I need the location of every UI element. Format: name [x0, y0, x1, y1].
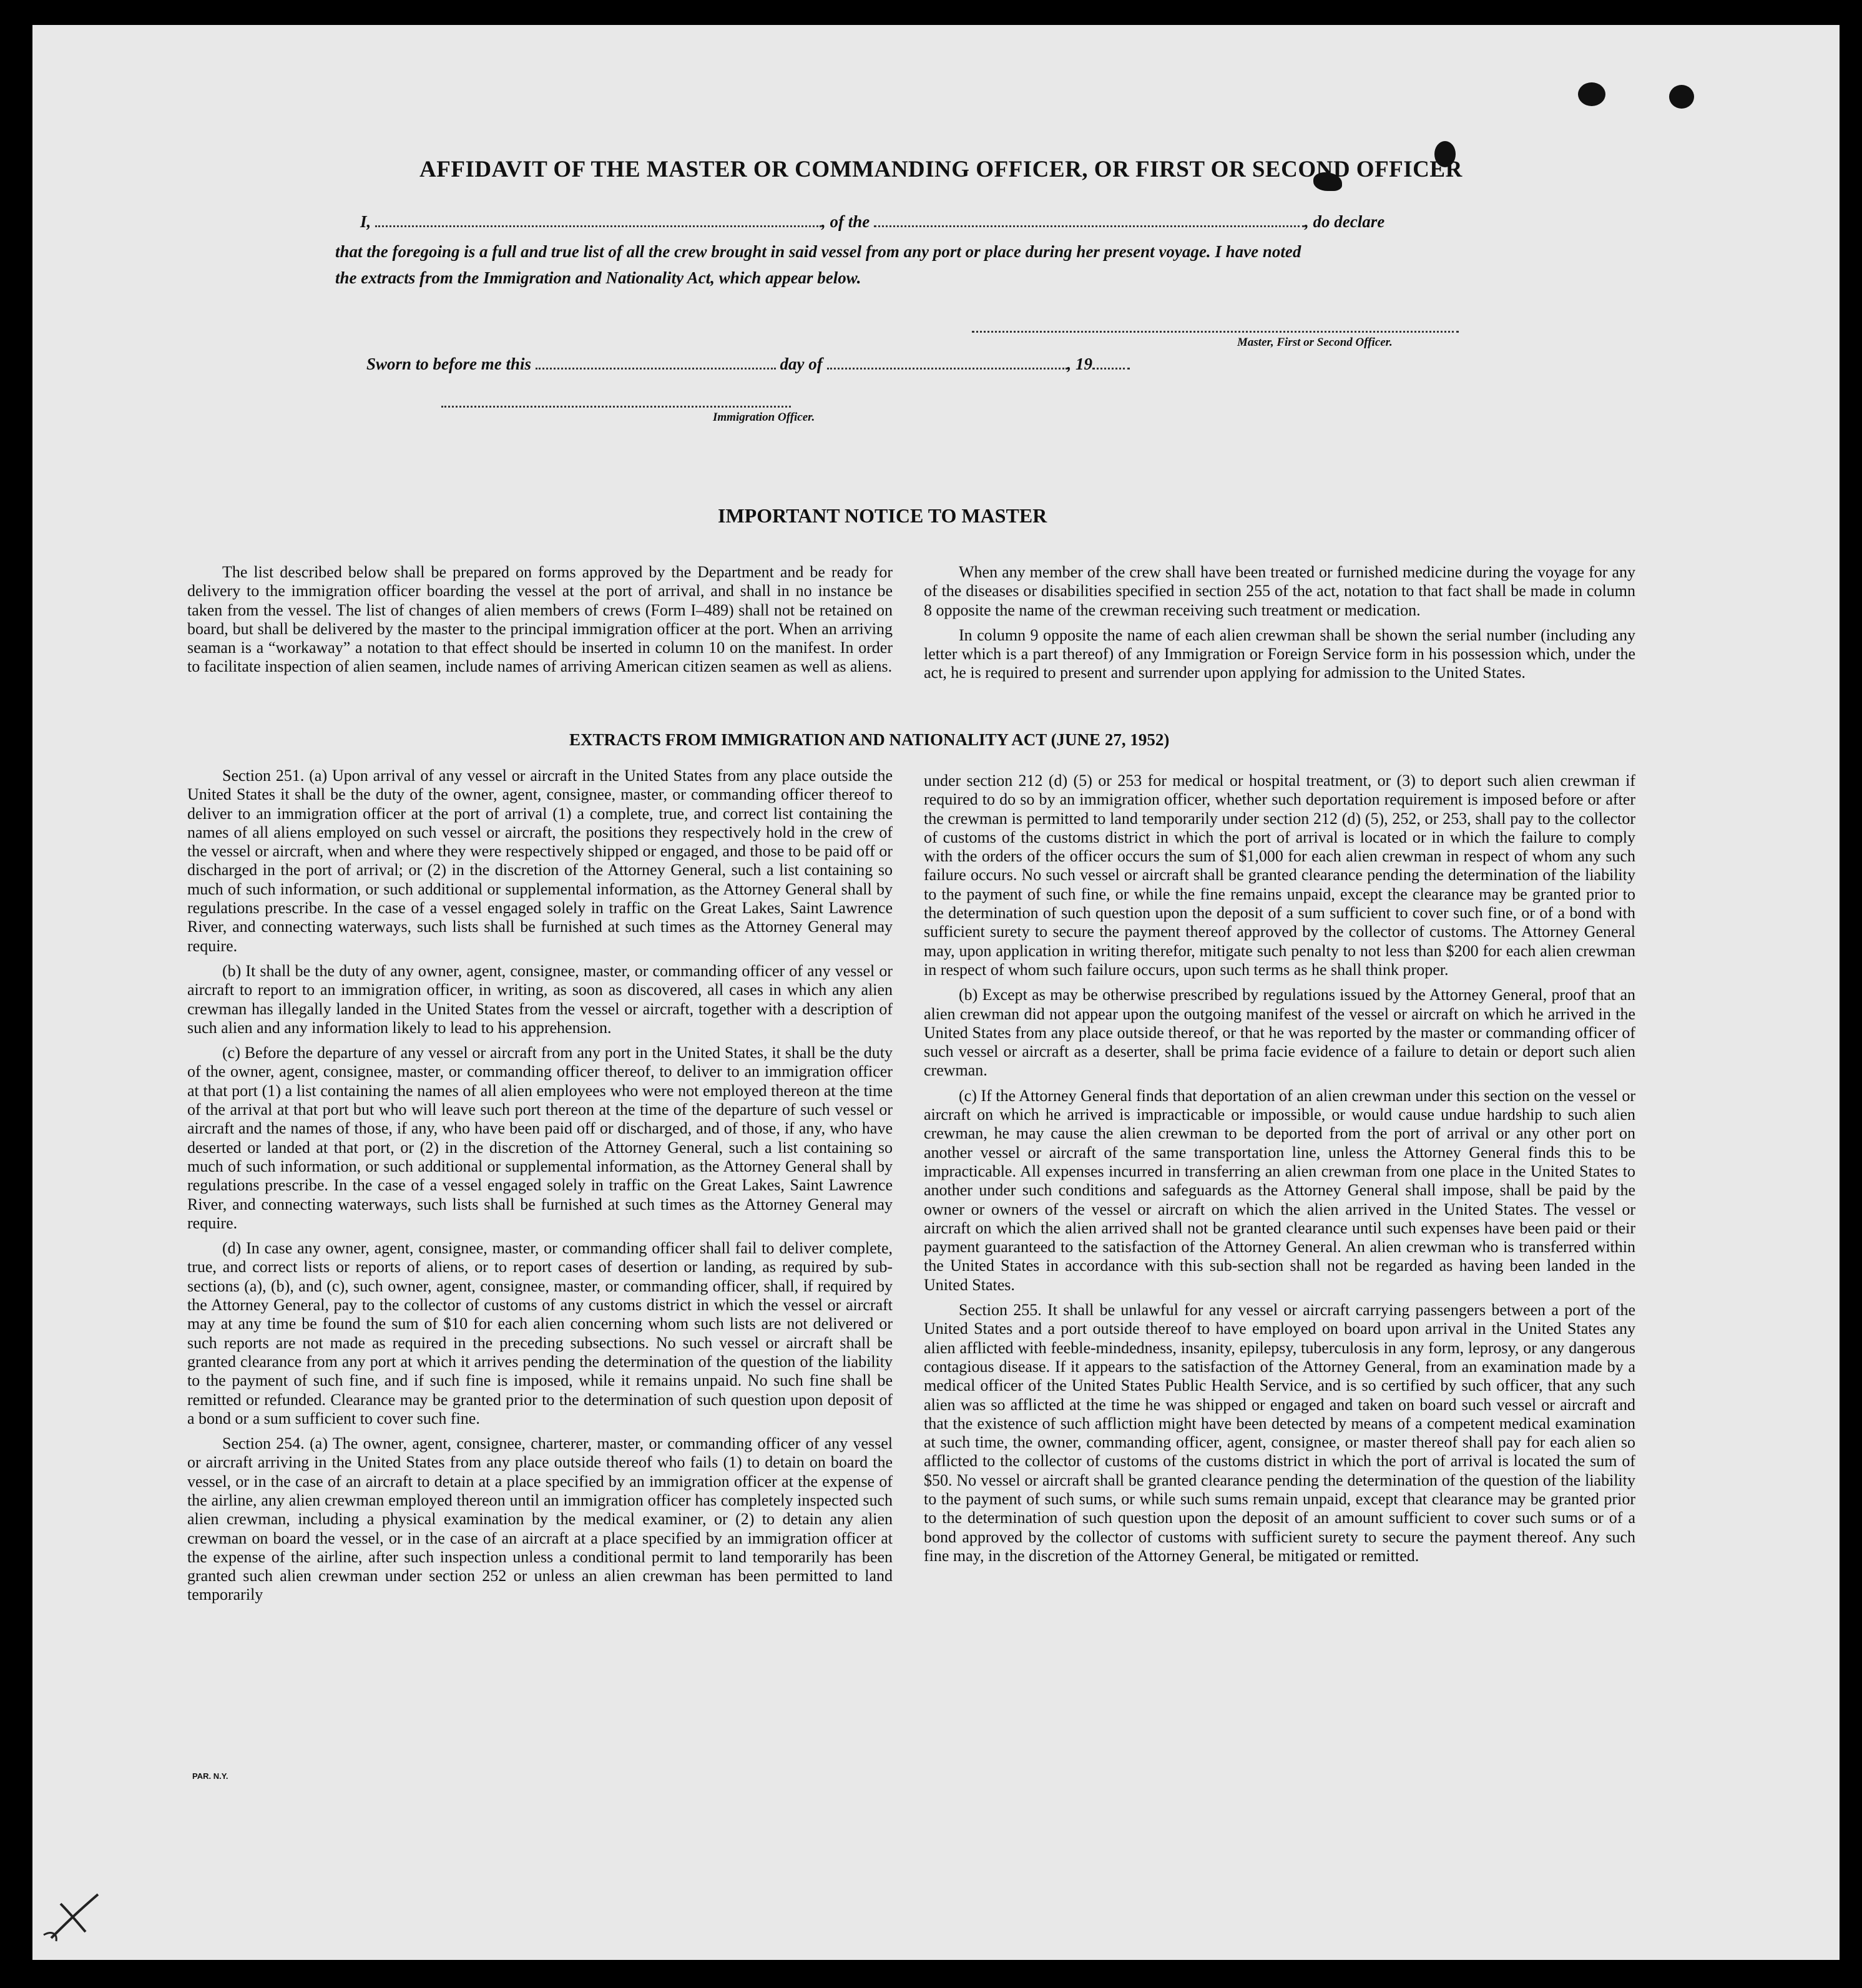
declaration-line-2: that the foregoing is a full and true list of all the crew brought in said vessel from any port or place during her present voyage. I have noted — [335, 242, 1301, 261]
extracts-heading: EXTRACTS FROM IMMIGRATION AND NATIONALITY ACT (JUNE 27, 1952) — [569, 730, 1170, 749]
year-prefix-label: , 19 — [1067, 355, 1093, 373]
immigration-officer-signature-line[interactable] — [441, 406, 791, 408]
section-251-c: (c) Before the departure of any vessel or aircraft from any port in the United States, it shall be the duty of the owner, agent, consignee, master, or commanding officer thereof, to deliver to an immigration officer at that port (1) a list containing the names of all alien employees who were not employed thereon at the time of the arrival at that port but who will leave such port thereon at the time of the departure of such vessel or aircraft and the names of those, if any, who have been paid off or discharged, and of those, if any, who have deserted or landed at that port, or (2) in the discretion of the Attorney General, such a list containing so much of such information, or such additional or supplemental information, as the Attorney General shall by regulations prescribe. In the case of a vessel engaged solely in traffic on the Great Lakes, Saint Lawrence River, and connecting waterways, such lists shall be furnished at such times as the Attorney General may require. — [187, 1044, 893, 1232]
section-251-d: (d) In case any owner, agent, consignee, master, or commanding officer shall fail to deliver complete, true, and correct lists or reports of aliens, or to report cases of desertion or landing, as required by sub-sections (a), (b), and (c), such owner, agent, consignee, master, or commanding officer, shall, if required by the Attorney General, pay to the collector of customs of any customs district in which the vessel or aircraft may at any time be found the sum of $10 for each alien concerning whom such lists are not delivered or such reports are not made as required in the preceding subsections. No such vessel or aircraft shall be granted clearance from any port at which it arrives pending the determination of the question of the liability to the payment of such fine, and if such fine is imposed, while it remains unpaid. No such fine shall be remitted or refunded. Clearance may be granted prior to the determination of such question upon deposit of a bond or a sum sufficient to cover such fine. — [187, 1239, 893, 1427]
handwritten-mark — [39, 1888, 107, 1947]
notice-right-paragraph-1: When any member of the crew shall have been treated or furnished medicine during the voyage for any of the diseases or disabilities specified in section 255 of the act, notation to that fact shall be made in column 8 opposite the name of the crewman receiving such treatment or medication. — [924, 563, 1635, 619]
sworn-month-field[interactable] — [827, 364, 1067, 370]
section-254-a-continued: under section 212 (d) (5) or 253 for medical or hospital treatment, or (3) to deport such alien crewman if required to do so by an immigration officer, whether such deportation requirement is imposed before or after the crewman is permitted to land temporarily under section 212 (d) (5), 252, or 253, shall pay to the collector of customs of the customs district in which the port of arrival is located or in which the failure to comply with the orders of the officer occurs the sum of $1,000 for each alien crewman in respect of whom any such failure occurs. No such vessel or aircraft shall be granted clearance pending the determination of the liability to the payment of such fine, or while the fine remains unpaid, except the clearance may be granted prior to the determination of such question upon the deposit of a sum sufficient to cover such fine, or of a bond with sufficient surety to secure the payment thereof approved by the collector of customs. The Attorney General may, upon application in writing therefor, mitigate such penalty to not less than $200 for each alien crewman in respect of whom such failure occurs, upon such terms as he shall think proper. — [924, 771, 1635, 979]
do-declare-label: , do declare — [1305, 212, 1385, 231]
sworn-label: Sworn to before me this — [366, 355, 532, 373]
extracts-left-column — [187, 766, 893, 1611]
sworn-year-field[interactable] — [1092, 364, 1130, 370]
extracts-right-column — [924, 771, 1635, 1572]
declaration-line-1 — [360, 212, 1490, 232]
punch-hole-left — [1578, 82, 1605, 106]
section-254-b: (b) Except as may be otherwise prescribed by regulations issued by the Attorney General, proof that an alien crewman did not appear upon the outgoing manifest of the vessel or aircraft on which he arrived in the United States from any place outside thereof, or that he was reported by the master or commanding officer of such vessel or aircraft as a deserter, shall be prima facie evidence of a failure to detain or deport such alien crewman. — [924, 986, 1635, 1080]
printer-mark: PAR. N.Y. — [192, 1771, 228, 1781]
of-the-label: , of the — [821, 212, 870, 231]
declarant-prefix: I, — [360, 212, 371, 231]
section-254-c: (c) If the Attorney General finds that deportation of an alien crewman under this section on the vessel or aircraft on which he arrived is impracticable or impossible, or would cause undue hardship to such alien crewman, he may cause the alien crewman to be deported from the port of arrival or any other port on another vessel or aircraft of the same transportation line, unless the Attorney General finds this to be impracticable. All expenses incurred in transferring an alien crewman from one place in the United States to another under such conditions and safeguards as the Attorney General shall impose, shall be paid by the owner or owners of the vessel or aircraft on which the alien arrived in the United States. The vessel or aircraft on which the alien arrived shall not be granted clearance until such expenses have been paid or their payment guaranteed to the satisfaction of the Attorney General. An alien crewman who is transferred within the United States in accordance with this sub-section shall not be regarded as having been landed in the United States. — [924, 1086, 1635, 1294]
immigration-officer-label: Immigration Officer. — [713, 411, 815, 424]
notice-left-column — [187, 563, 893, 683]
section-251-a: Section 251. (a) Upon arrival of any vessel or aircraft in the United States from any place outside the United States it shall be the duty of the owner, agent, consignee, master, or commanding officer thereof to deliver to an immigration officer at the port of arrival (1) a complete, true, and correct list containing the names of all aliens employed on such vessel or aircraft, the positions they respectively hold in the crew of the vessel or aircraft, when and where they were respectively shipped or engaged, and those to be paid off or discharged in the port of arrival; or (2) in the discretion of the Attorney General, such a list containing so much of such information, or such additional or supplemental information, as the Attorney General shall by regulations prescribe. In the case of a vessel engaged solely in traffic on the Great Lakes, Saint Lawrence River, and connecting waterways, such lists shall be furnished at such times as the Attorney General may require. — [187, 766, 893, 955]
affidavit-title: AFFIDAVIT OF THE MASTER OR COMMANDING OFFICER, OR FIRST OR SECOND OFFICER — [419, 157, 1463, 182]
declarant-name-field[interactable] — [375, 222, 821, 227]
declaration-line-3: the extracts from the Immigration and Nationality Act, which appear below. — [335, 268, 861, 287]
sworn-line — [366, 355, 1130, 374]
master-signature-line[interactable] — [972, 331, 1459, 333]
notice-right-column — [924, 563, 1635, 689]
section-251-b: (b) It shall be the duty of any owner, agent, consignee, master, or commanding officer of any vessel or aircraft to report to an immigration officer, in writing, as soon as discovered, all cases in which any alien crewman has illegally landed in the United States from the vessel or aircraft, together with a description of such alien and any information likely to lead to his apprehension. — [187, 961, 893, 1037]
notice-right-paragraph-2: In column 9 opposite the name of each alien crewman shall be shown the serial number (including any letter which is a part thereof) of any Immigration or Foreign Service form in his possession which, under the act, he is required to present and surrender upon applying for admission to the United States. — [924, 625, 1635, 682]
sworn-day-field[interactable] — [536, 364, 776, 370]
section-254-a: Section 254. (a) The owner, agent, consignee, charterer, master, or commanding officer of any vessel or aircraft arriving in the United States from any place outside thereof who fails (1) to detain on board the vessel, or in the case of an aircraft to detain at a place specified by an immigration officer at the expense of the airline, any alien crewman employed thereon until an immigration officer has completely inspected such alien crewman, including a physical examination by the medical examiner, or (2) to detain any alien crewman on board the vessel, or in the case of an aircraft at a place specified by an immigration officer at the expense of the airline, after such inspection unless a conditional permit to land temporarily has been granted such alien crewman under section 252 or unless an alien crewman has been permitted to land temporarily — [187, 1434, 893, 1604]
notice-left-paragraph: The list described below shall be prepared on forms approved by the Department and be ready for delivery to the immigration officer boarding the vessel at the port of arrival, and shall in no instance be taken from the vessel. The list of changes of alien members of crews (Form I–489) shall not be retained on board, but shall be delivered by the master to the principal immigration officer at the port. When an arriving seaman is a “workaway” a notation to that effect should be inserted in column 10 on the manifest. In order to facilitate inspection of alien seamen, include names of arriving American citizen seamen as well as aliens. — [187, 563, 893, 676]
document-page — [32, 25, 1840, 1960]
vessel-name-field[interactable] — [874, 222, 1305, 227]
notice-heading: IMPORTANT NOTICE TO MASTER — [718, 504, 1047, 527]
day-of-label: day of — [780, 355, 823, 373]
section-255: Section 255. It shall be unlawful for any vessel or aircraft carrying passengers between a port of the United States and a port outside thereof to have employed on board upon arrival in the United States any alien afflicted with feeble-mindedness, insanity, epilepsy, tuberculosis in any form, leprosy, or any dangerous contagious disease. If it appears to the satisfaction of the Attorney General, from an examination made by a medical officer of the United States Public Health Service, and is so certified by such officer, that any such alien was so afflicted at the time he was shipped or engaged and taken on board such vessel or aircraft and that the existence of such affliction might have been detected by means of a competent medical examination at such time, the owner, commanding officer, agent, consignee, or master thereof shall pay for each alien so afflicted to the collector of customs of the customs district in which the port of arrival is located the sum of $50. No vessel or aircraft shall be granted clearance pending the determination of the question of the liability to the payment of such sums, or while such sums remain unpaid, except that clearance may be granted prior to the determination of such question upon the deposit of an amount sufficient to cover such sums or of a bond approved by the collector of customs with sufficient surety to secure the payment thereof. Any such fine may, in the discretion of the Attorney General, be mitigated or remitted. — [924, 1301, 1635, 1565]
master-signature-label: Master, First or Second Officer. — [1237, 336, 1393, 349]
punch-hole-right — [1669, 85, 1694, 109]
